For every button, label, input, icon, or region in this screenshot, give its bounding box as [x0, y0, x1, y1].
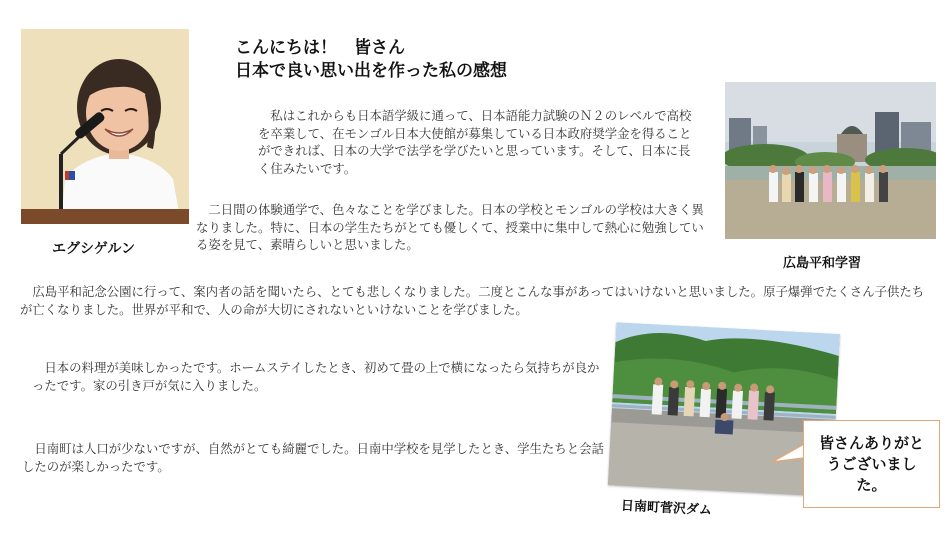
portrait-photo	[21, 29, 189, 224]
paragraph-future-plans: 私はこれからも日本語学級に通って、日本語能力試験のＮ２のレベルで高校を卒業して、在モンゴル日本大使館が募集している日本政府奨学金を得ることができれば、日本の大学で法学を学びたいと思っています。そして、日本に長く住みたいです。	[258, 108, 692, 176]
hiroshima-photo	[725, 82, 936, 239]
hiroshima-caption: 広島平和学習	[783, 256, 862, 271]
portrait-illustration	[21, 29, 189, 224]
hiroshima-illustration	[725, 82, 936, 239]
page-title-line2: 日本で良い思い出を作った私の感想	[235, 61, 507, 81]
page-title-line1: こんにちは！ 皆さん	[235, 38, 405, 58]
paragraph-hiroshima: 広島平和記念公園に行って、案内者の話を聞いたら、とても悲しくなりました。二度とこんな事があってはいけないと思いました。原子爆弾でたくさん子供たちが亡くなりました。世界が平和で、人の命が大切にされないといけないことを学びました。	[20, 284, 925, 317]
paragraph-food-homestay: 日本の料理が美味しかったです。ホームステイしたとき、初めて畳の上で横になったら気持ちが良かったです。家の引き戸が気に入りました。	[32, 360, 600, 393]
thank-you-callout	[803, 420, 940, 508]
dam-caption: 日南町菅沢ダム	[620, 498, 713, 519]
portrait-caption: エグシゲルン	[52, 241, 136, 257]
paragraph-nichinan: 日南町は人口が少ないですが、自然がとても綺麗でした。日南中学校を見学したとき、学生たちと会話したのが楽しかったです。	[22, 441, 604, 474]
paragraph-school-visit: 二日間の体験通学で、色々なことを学びました。日本の学校とモンゴルの学校は大きく異なりました。特に、日本の学生たちがとても優しくて、授業中に集中して熱心に勉強している姿を見て、素晴らしいと思いました。	[196, 202, 704, 252]
callout-text: 皆さんありがとうございました。	[818, 433, 924, 494]
